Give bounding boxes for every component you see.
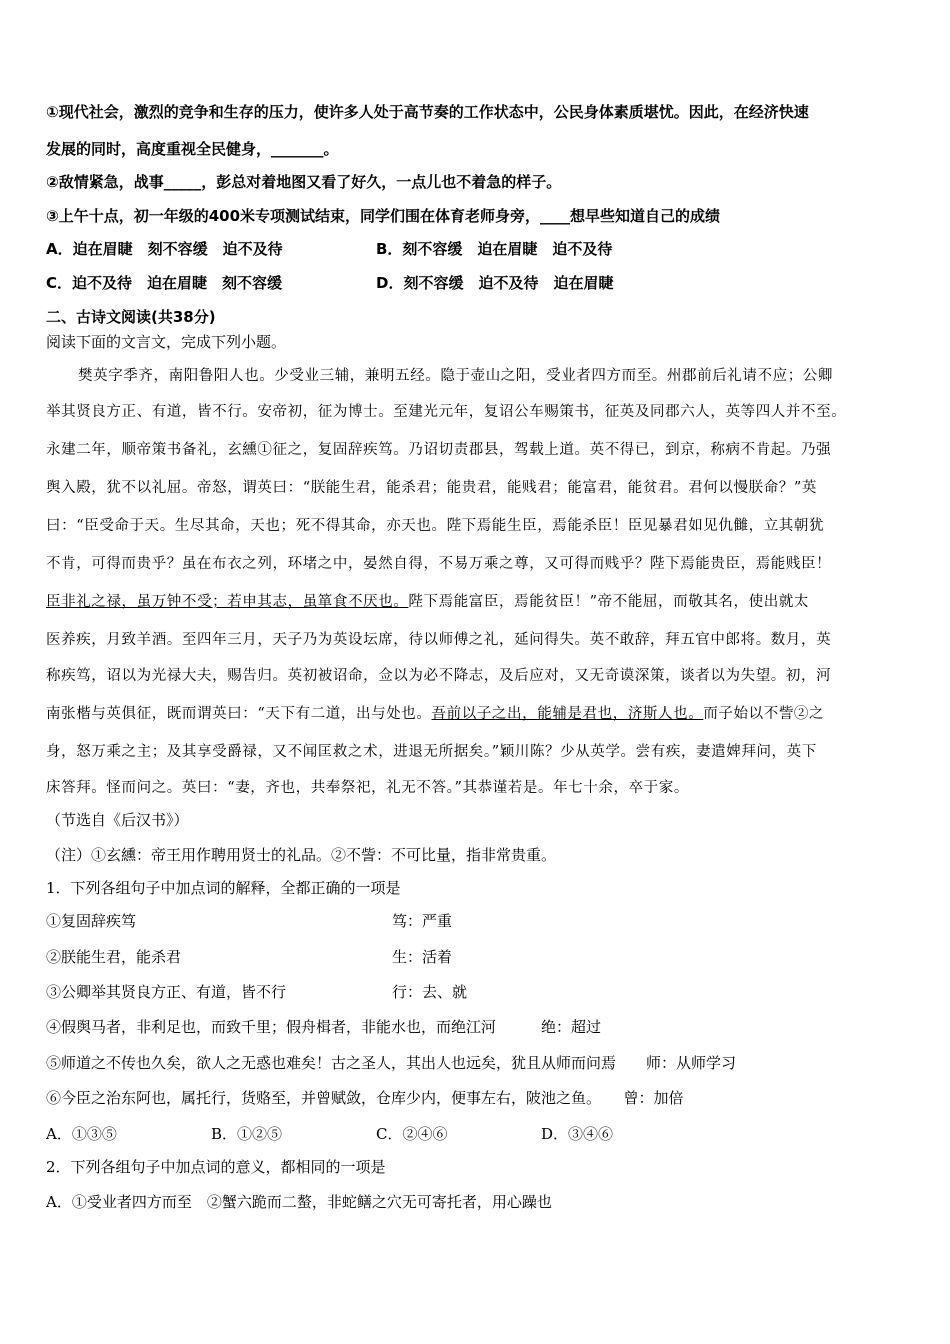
q1-sentence: ②朕能生君，能杀君 bbox=[46, 948, 182, 966]
option-a: A．迫在眉睫 刻不容缓 迫不及待 bbox=[46, 240, 283, 258]
q1-item: ⑥今臣之治东阿也，属托行，货赂至，并曾赋敛，仓库少内，便事左右，陂池之鱼。 曾：加倍 bbox=[46, 1089, 684, 1107]
option-b: B．①②⑤ bbox=[211, 1125, 283, 1143]
passage-line bbox=[46, 592, 912, 612]
option-a: A．①受业者四方而至 ②蟹六跪而二螯，非蛇鳝之穴无可寄托者，用心躁也 bbox=[46, 1193, 552, 1211]
passage-text: 陛下焉能富臣，焉能贫臣！”帝不能屈，而敬其名，使出就太 bbox=[408, 594, 810, 610]
q1-item bbox=[46, 982, 912, 1002]
option-d: D．③④⑥ bbox=[541, 1125, 614, 1143]
q1-item bbox=[46, 911, 912, 931]
passage-line: 医养疾，月致羊酒。至四年三月，天子乃为英设坛席，待以师傅之礼，延问得失。英不敢辞，拜五官中郎将。数月，英 bbox=[46, 632, 832, 648]
option-c: C．②④⑥ bbox=[376, 1125, 448, 1143]
q1-gloss: 生：活着 bbox=[392, 948, 453, 966]
passage-line bbox=[46, 704, 912, 724]
option-b: B．刻不容缓 迫在眉睫 迫不及待 bbox=[376, 240, 613, 258]
passage-line: 身，怒万乘之主；及其享受爵禄，又不闻匡救之术，进退无所据矣。”颖川陈？少从英学。尝有疾，妻遣婢拜问，英下 bbox=[46, 744, 817, 760]
question-text: ②敌情紧急，战事_____，彭总对着地图又看了好久，一点儿也不着急的样子。 bbox=[46, 173, 562, 191]
question-text: ③上午十点，初一年级的400米专项测试结束，同学们围在体育老师身旁，____想早些知道自己的成绩 bbox=[46, 207, 721, 225]
underlined-sentence: 吾前以子之出，能辅是君也，济斯人也。 bbox=[431, 706, 704, 722]
underlined-sentence: 臣非礼之禄，虽万钟不受；若申其志，虽箪食不厌也。 bbox=[46, 594, 409, 610]
option-d: D．刻不容缓 迫不及待 迫在眉睫 bbox=[376, 274, 614, 292]
q1-sentence: ③公卿举其贤良方正、有道，皆不行 bbox=[46, 983, 287, 1001]
passage-line: 舆入殿，犹不以礼屈。帝怒，谓英曰：“朕能生君，能杀君；能贵君，能贱君；能富君，能贫君。君何以慢朕命？”英 bbox=[46, 480, 818, 496]
passage-line: 举其贤良方正、有道，皆不行。安帝初，征为博士。至建光元年，复诏公车赐策书，征英及同郡六人，英等四人并不至。 bbox=[46, 404, 847, 420]
passage-line: 曰：“臣受命于天。生尽其命，天也；死不得其命，亦天也。陛下焉能生臣，焉能杀臣！臣见暴君如见仇雠，立其朝犹 bbox=[46, 518, 825, 534]
passage-line: 永建二年，顺帝策书备礼，玄纁①征之，复固辞疾笃。乃诏切责郡县，驾载上道。英不得已，到京，称病不肯起。乃强 bbox=[46, 442, 832, 458]
passage-line: 不肯，可得而贵乎？虽在布衣之列，环堵之中，晏然自得，不易万乘之尊，又可得而贱乎？陛下焉能贵臣，焉能贱臣！ bbox=[46, 556, 832, 572]
q1-item: ⑤师道之不传也久矣，欲人之无惑也难矣！古之圣人，其出人也远矣，犹且从师而问焉 师：从师学习 bbox=[46, 1054, 737, 1072]
question-stem: 2．下列各组句子中加点词的意义，都相同的一项是 bbox=[46, 1158, 386, 1176]
passage-line: 称疾笃，诏以为光禄大夫，赐告归。英初被诏命，佥以为必不降志，及后应对，又无奇谟深策，谈者以为失望。初，河 bbox=[46, 668, 832, 684]
passage-note: （注）①玄纁：帝王用作聘用贤士的礼品。②不訾：不可比量，指非常贵重。 bbox=[46, 846, 557, 864]
section-title: 二、古诗文阅读(共38分) bbox=[46, 308, 216, 326]
passage-text: 而子始以不訾②之 bbox=[703, 706, 825, 722]
q1-item: ④假舆马者，非利足也，而致千里；假舟楫者，非能水也，而绝江河 绝：超过 bbox=[46, 1018, 602, 1036]
question-text: 发展的同时，高度重视全民健身，_______。 bbox=[46, 140, 339, 158]
passage-text: 南张楷与英俱征，既而谓英曰：“天下有二道，出与处也。 bbox=[46, 706, 432, 722]
option-row bbox=[46, 273, 912, 293]
section-instruction: 阅读下面的文言文，完成下列小题。 bbox=[46, 333, 287, 351]
passage-source: （节选自《后汉书》） bbox=[46, 811, 189, 829]
passage-line: 樊英字季齐，南阳鲁阳人也。少受业三辅，兼明五经。隐于壶山之阳，受业者四方而至。州郡前后礼请不应；公卿 bbox=[78, 368, 833, 384]
option-row bbox=[46, 239, 912, 259]
option-a: A．①③⑤ bbox=[46, 1125, 117, 1143]
passage-line: 床答拜。怪而问之。英曰：“妻，齐也，共奉祭祀，礼无不答。”其恭谨若是。年七十余，卒于家。 bbox=[46, 780, 689, 796]
q1-sentence: ①复固辞疾笃 bbox=[46, 912, 137, 930]
question-text: ①现代社会，激烈的竞争和生存的压力，使许多人处于高节奏的工作状态中，公民身体素质堪忧。因此，在经济快速 bbox=[46, 103, 809, 121]
q1-item bbox=[46, 947, 912, 967]
question-stem: 1．下列各组句子中加点词的解释，全都正确的一项是 bbox=[46, 879, 401, 897]
option-c: C．迫不及待 迫在眉睫 刻不容缓 bbox=[46, 274, 283, 292]
option-row bbox=[46, 1124, 912, 1144]
q1-gloss: 笃：严重 bbox=[392, 912, 453, 930]
q1-gloss: 行：去、就 bbox=[392, 983, 468, 1001]
